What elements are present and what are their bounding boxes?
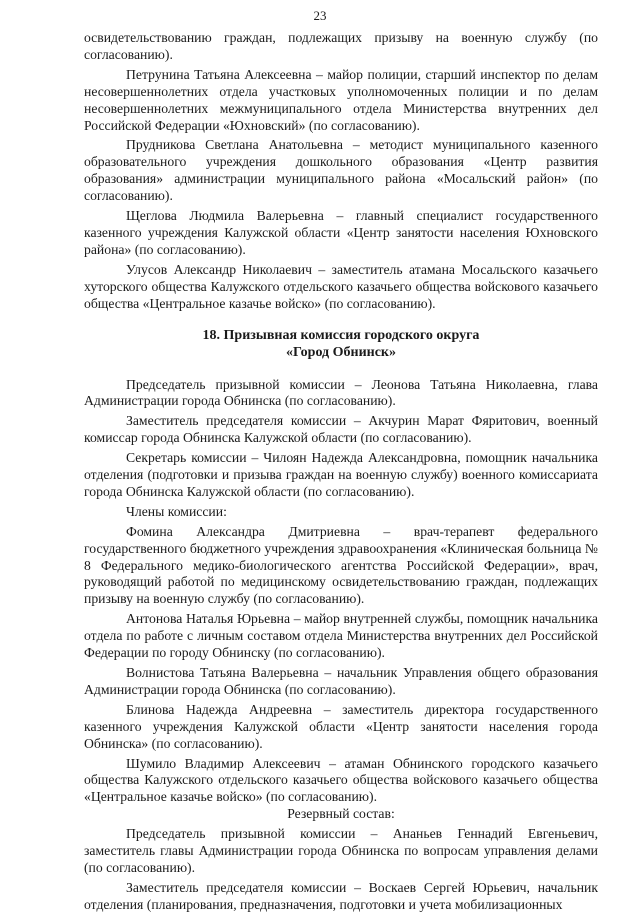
paragraph-deputy-chairman: Заместитель председателя комиссии – Акчурин Марат Фяритович, военный комиссар города Обнинска Калужской области (по согласованию).	[84, 413, 598, 446]
paragraph-member: Антонова Наталья Юрьевна – майор внутренней службы, помощник начальника отдела по работе с личным составом отдела Министерства внутренних дел Российской Федерации по городу Обнинску (по согласованию).	[84, 611, 598, 661]
page-number: 23	[313, 8, 327, 23]
reserve-heading: Резервный состав:	[287, 806, 395, 822]
paragraph-member: Волнистова Татьяна Валерьевна – начальник Управления общего образования Администрации города Обнинска (по согласованию).	[84, 665, 598, 697]
paragraph-reserve-chairman: Председатель призывной комиссии – Ананьев Геннадий Евгеньевич, заместитель главы Администрации города Обнинска по вопросам управления делами (по согласованию).	[84, 826, 598, 875]
section-heading-line-1: 18. Призывная комиссия городского округа	[202, 327, 480, 343]
paragraph-member: Фомина Александра Дмитриевна – врач-терапевт федерального государственного бюджетного учреждения здравоохранения «Клиническая больница № 8 Федерального медико-биологического агентства Российской Федерации», врач, руководящий работой по медицинскому освидетельствованию граждан, подлежащих призыву на военную службу (по согласованию).	[84, 523, 598, 607]
document-body	[84, 30, 598, 914]
paragraph-member: Щеглова Людмила Валерьевна – главный специалист государственного казенного учреждения Калужской области «Центр занятости населения Юхновского района» (по согласованию).	[84, 208, 598, 257]
paragraph-member: Улусов Александр Николаевич – заместитель атамана Мосальского казачьего хуторского общества Калужского отдельского казачьего общества войскового казачьего общества «Центральное казачье войско» (по согласованию).	[84, 261, 598, 311]
paragraph-member: Блинова Надежда Андреевна – заместитель директора государственного казенного учреждения Калужской области «Центр занятости населения города Обнинска» (по согласованию).	[84, 701, 598, 751]
section-heading-line-2: «Город Обнинск»	[285, 344, 396, 360]
paragraph-chairman: Председатель призывной комиссии – Леонова Татьяна Николаевна, глава Администрации города Обнинска (по согласованию).	[84, 376, 598, 409]
paragraph-member: Прудникова Светлана Анатольевна – методист муниципального казенного образовательного учреждения дошкольного образования «Центр развития образования» администрации муниципального района «Мосальский район» (по согласованию).	[84, 137, 598, 204]
paragraph-member: Петрунина Татьяна Алексеевна – майор полиции, старший инспектор по делам несовершеннолетних отдела участковых уполномоченных полиции и по делам несовершеннолетних межмуниципального отдела Министерства внутренних дел Российской Федерации «Юхновский» (по согласованию).	[84, 66, 598, 133]
paragraph-continuation: освидетельствованию граждан, подлежащих призыву на военную службу (по согласованию).	[84, 30, 598, 62]
section-heading	[84, 327, 598, 361]
paragraph-reserve-deputy: Заместитель председателя комиссии – Воскаев Сергей Юрьевич, начальник отделения (планирования, предназначения, подготовки и учета мобилизационных	[84, 879, 598, 912]
paragraph-secretary: Секретарь комиссии – Чилоян Надежда Александровна, помощник начальника отделения (подготовки и призыва граждан на военную службу) военного комиссариата города Обнинска Калужской области (по согласованию).	[84, 450, 598, 499]
members-heading: Члены комиссии:	[126, 503, 227, 519]
paragraph-member: Шумило Владимир Алексеевич – атаман Обнинского городского казачьего общества Калужского отдельского казачьего общества войскового казачьего общества «Центральное казачье войско» (по согласованию).	[84, 755, 598, 805]
